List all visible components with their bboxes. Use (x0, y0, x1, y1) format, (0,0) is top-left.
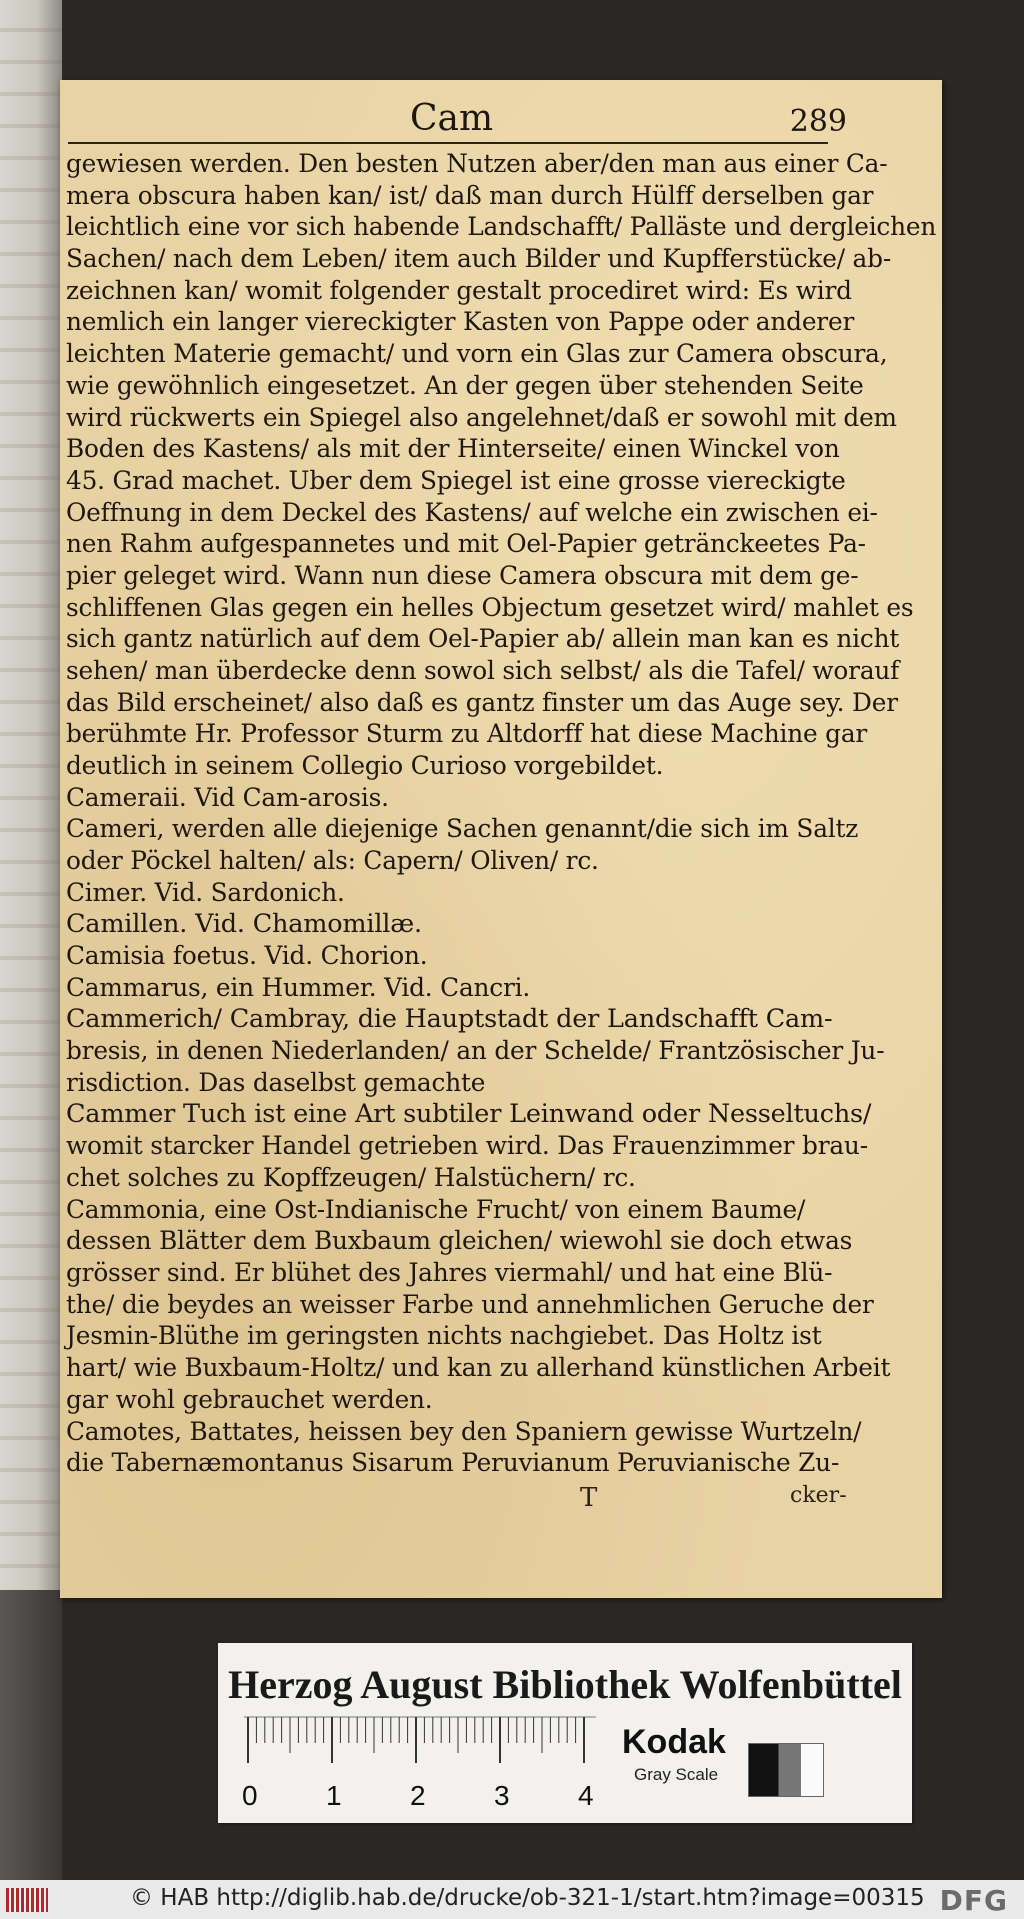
text-line: chet solches zu Kopffzeugen/ Halstüchern/ rc. (66, 1163, 636, 1192)
text-line: 45. Grad machet. Uber dem Spiegel ist eine grosse viereckigte (66, 465, 846, 495)
text-line: Sachen/ nach dem Leben/ item auch Bilder und Kupfferstücke/ ab- (66, 244, 891, 274)
text-line: Oeffnung in dem Deckel des Kastens/ auf welche ein zwischen ei- (66, 497, 878, 527)
text-line: das Bild erscheinet/ also daß es gantz finster um das Auge sey. Der (66, 687, 898, 717)
header-rule (68, 142, 828, 144)
gray-scale-label: Gray Scale (634, 1765, 719, 1784)
kodak-logo: Kodak (622, 1723, 726, 1761)
text-line: gar wohl gebrauchet werden. (66, 1384, 433, 1414)
text-line: wie gewöhnlich eingesetzet. An der gegen über stehenden Seite (66, 370, 864, 400)
catchword: cker- (790, 1483, 847, 1508)
text-line: schliffenen Glas gegen ein helles Objectum gesetzet wird/ mahlet es (66, 592, 914, 622)
book-page (60, 80, 942, 1598)
text-line: nen Rahm aufgespannetes und mit Oel-Papier getränckeetes Pa- (66, 529, 866, 559)
entry-line: Cameri, werden alle diejenige Sachen genannt/die sich im Saltz (66, 814, 859, 844)
entry-line: Camisia foetus. Vid. Chorion. (66, 941, 428, 971)
text-line: sich gantz natürlich auf dem Oel-Papier ab/ allein man kan es nicht (66, 624, 900, 654)
text-line: Jesmin-Blüthe im geringsten nichts nachgiebet. Das Holtz ist (66, 1321, 822, 1351)
text-line: oder Pöckel halten/ als: Capern/ Oliven/ rc. (66, 846, 599, 876)
text-line: gewiesen werden. Den besten Nutzen aber/den man aus einer Ca- (66, 149, 888, 178)
text-line: die Tabernæmontanus Sisarum Peruvianum Peruvianische Zu- (66, 1448, 840, 1478)
scale-number: 3 (494, 1780, 510, 1811)
text-line: Boden des Kastens/ als mit der Hinterseite/ einen Winckel von (66, 434, 840, 464)
text-line: the/ die beydes an weisser Farbe und annehmlichen Geruche der (66, 1289, 874, 1319)
library-name: Herzog August Bibliothek Wolfenbüttel (228, 1662, 902, 1707)
entry-line: Cimer. Vid. Sardonich. (66, 877, 345, 907)
text-line: bresis, in denen Niederlanden/ an der Schelde/ Frantzösischer Ju- (66, 1036, 885, 1066)
scale-number: 0 (242, 1780, 258, 1811)
text-line: mera obscura haben kan/ ist/ daß man durch Hülff derselben gar (66, 180, 874, 210)
text-line: grösser sind. Er blühet des Jahres viermahl/ und hat eine Blü- (66, 1258, 833, 1288)
text-line: deutlich in seinem Collegio Curioso vorgebildet. (66, 751, 664, 781)
text-line: wird rückwerts ein Spiegel also angelehnet/daß er sowohl mit dem (66, 402, 897, 432)
text-line: hart/ wie Buxbaum-Holtz/ und kan zu allerhand künstlichen Arbeit (66, 1353, 891, 1383)
text-line: zeichnen kan/ womit folgender gestalt procediret wird: Es wird (66, 275, 852, 305)
footer-credit[interactable]: © HAB http://diglib.hab.de/drucke/ob-321-1/start.htm?image=00315 (130, 1885, 925, 1911)
text-line: risdiction. Das daselbst gemachte (66, 1067, 486, 1097)
library-label-card (218, 1643, 912, 1823)
entry-line: Cammerich/ Cambray, die Hauptstadt der Landschafft Cam- (66, 1003, 833, 1034)
ruler-scale (240, 1715, 600, 1815)
left-dark-margin (0, 1590, 62, 1880)
text-line: womit starcker Handel getrieben wird. Das Frauenzimmer brau- (66, 1131, 868, 1161)
scale-number: 4 (578, 1780, 594, 1811)
gray-scale-patch (748, 1743, 824, 1797)
scale-number: 1 (326, 1780, 342, 1811)
text-line: dessen Blätter dem Buxbaum gleichen/ wiewohl sie doch etwas (66, 1226, 853, 1256)
ruler-ticks (248, 1717, 584, 1763)
page-number: 289 (789, 104, 847, 139)
entry-line: Camillen. Vid. Chamomillæ. (66, 908, 422, 939)
page-header (60, 80, 942, 150)
text-line: pier geleget wird. Wann nun diese Camera obscura mit dem ge- (66, 560, 859, 590)
text-line: leichtlich eine vor sich habende Landschafft/ Palläste und dergleichen (66, 212, 937, 242)
dfg-logo: DFG (939, 1884, 1008, 1917)
text-line: sehen/ man überdecke denn sowol sich selbst/ als die Tafel/ worauf (66, 656, 900, 685)
signature-mark: T (580, 1483, 598, 1513)
entry-line: Cammonia, eine Ost-Indianische Frucht/ von einem Baume/ (66, 1194, 806, 1224)
footer-bar (0, 1880, 1024, 1919)
text-line: leichten Materie gemacht/ und vorn ein Glas zur Camera obscura, (66, 339, 888, 369)
entry-line: Camotes, Battates, heissen bey den Spaniern gewisse Wurtzeln/ (66, 1416, 862, 1446)
entry-line: Cameraii. Vid Cam-arosis. (66, 782, 389, 812)
entry-line: Cammarus, ein Hummer. Vid. Cancri. (66, 972, 531, 1002)
text-line: nemlich ein langer viereckigter Kasten von Pappe oder anderer (66, 307, 855, 337)
text-line: berühmte Hr. Professor Sturm zu Altdorff hat diese Machine gar (66, 719, 868, 749)
hab-logo-icon (6, 1888, 48, 1912)
running-head: Cam (410, 98, 494, 139)
page-text (66, 148, 937, 1479)
entry-line: Cammer Tuch ist eine Art subtiler Leinwand oder Nesseltuchs/ (66, 1098, 872, 1129)
scale-number: 2 (410, 1780, 426, 1811)
